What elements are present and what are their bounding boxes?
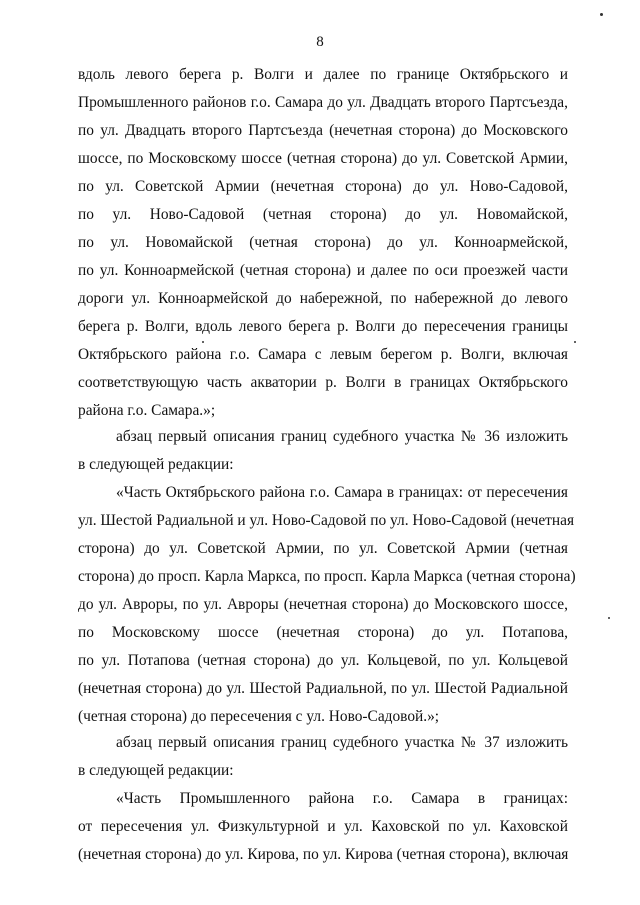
text-line: «Часть Промышленного района г.о. Самара в границах: [116, 790, 568, 807]
text-line: Промышленного районов г.о. Самара до ул. Двадцать второго Партсъезда, [78, 94, 568, 111]
text-line: по ул. Потапова (четная сторона) до ул. Кольцевой, по ул. Кольцевой [78, 652, 568, 669]
text-line: (нечетная сторона) до ул. Шестой Радиальной, по ул. Шестой Радиальной [78, 680, 568, 697]
text-line: соответствующую часть акватории р. Волги в границах Октябрьского [78, 374, 568, 391]
text-line: вдоль левого берега р. Волги и далее по границе Октябрьского и [78, 66, 568, 83]
text-line: сторона) до ул. Советской Армии, по ул. Советской Армии (четная [78, 540, 568, 557]
scan-speck [202, 341, 204, 343]
text-line: района г.о. Самара.»; [78, 402, 216, 419]
text-line: абзац первый описания границ судебного участка № 36 изложить [116, 428, 568, 445]
scan-speck [608, 617, 610, 619]
text-line: ул. Шестой Радиальной и ул. Ново-Садовой по ул. Ново-Садовой (нечетная [78, 512, 575, 529]
text-line: по ул. Ново-Садовой (четная сторона) до ул. Новомайской, [78, 206, 568, 223]
text-line: до ул. Авроры, по ул. Авроры (нечетная сторона) до Московского шоссе, [78, 596, 568, 613]
text-line: (нечетная сторона) до ул. Кирова, по ул. Кирова (четная сторона), включая [78, 846, 569, 863]
text-line: по ул. Новомайской (четная сторона) до ул. Конноармейской, [78, 234, 568, 251]
text-line: Октябрьского района г.о. Самара с левым берегом р. Волги, включая [78, 346, 568, 363]
text-line: по Московскому шоссе (нечетная сторона) до ул. Потапова, [78, 624, 568, 641]
text-line: по ул. Конноармейской (четная сторона) и далее по оси проезжей части [78, 262, 568, 279]
text-line: дороги ул. Конноармейской до набережной, по набережной до левого [78, 290, 568, 307]
text-line: «Часть Октябрьского района г.о. Самара в границах: от пересечения [116, 484, 568, 501]
text-line: в следующей редакции: [78, 762, 234, 779]
text-line: по ул. Советской Армии (нечетная сторона) до ул. Ново-Садовой, [78, 178, 568, 195]
text-line: абзац первый описания границ судебного участка № 37 изложить [116, 734, 568, 751]
text-line: шоссе, по Московскому шоссе (четная сторона) до ул. Советской Армии, [78, 150, 568, 167]
text-line: от пересечения ул. Физкультурной и ул. Каховской по ул. Каховской [78, 818, 568, 835]
text-line: по ул. Двадцать второго Партсъезда (нечетная сторона) до Московского [78, 122, 568, 139]
page-number: 8 [316, 34, 324, 50]
text-line: (четная сторона) до пересечения с ул. Ново-Садовой.»; [78, 708, 440, 725]
text-line: сторона) до просп. Карла Маркса, по просп. Карла Маркса (четная сторона) [78, 568, 576, 585]
scan-speck [574, 341, 576, 343]
scan-speck [600, 13, 603, 16]
text-line: в следующей редакции: [78, 456, 234, 473]
text-line: берега р. Волги, вдоль левого берега р. Волги до пересечения границы [78, 318, 568, 335]
